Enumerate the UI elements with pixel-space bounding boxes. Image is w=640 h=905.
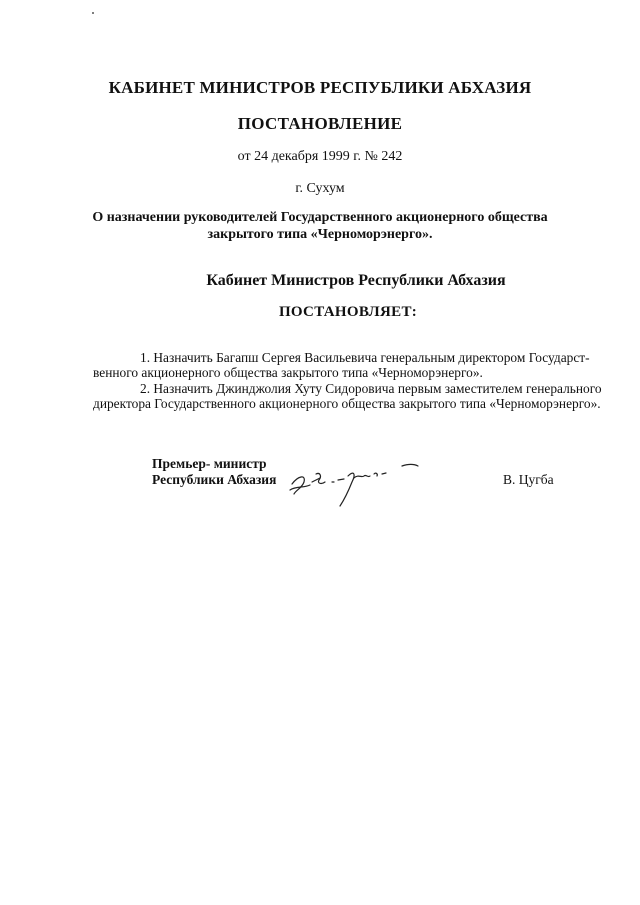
signatory-title-line-1: Премьер- министр	[152, 456, 267, 471]
subject-block	[0, 209, 640, 243]
subject-line-2: закрытого типа «Черноморэнерго».	[207, 227, 433, 242]
signatory-name: В. Цугба	[503, 472, 554, 487]
paragraph-2-line-1: 2. Назначить Джинджолия Хуту Сидоровича первым заместителем генерального	[140, 381, 602, 396]
enacting-body: Кабинет Министров Республики Абхазия	[206, 272, 506, 289]
paragraph-2-line-2: директора Государственного акционерного общества закрытого типа «Черноморэнерго».	[93, 396, 601, 411]
enacting-word: ПОСТАНОВЛЯЕТ:	[278, 304, 418, 320]
document-type-heading: ПОСТАНОВЛЕНИЕ	[237, 114, 403, 133]
issuer-heading: КАБИНЕТ МИНИСТРОВ РЕСПУБЛИКИ АБХАЗИЯ	[108, 78, 532, 97]
scan-speck	[92, 12, 94, 14]
paragraph-1-line-1: 1. Назначить Багапш Сергея Васильевича генеральным директором Государст-	[140, 350, 590, 365]
date-and-number: от 24 декабря 1999 г. № 242	[237, 149, 403, 164]
signatory-title-line-2: Республики Абхазия	[152, 472, 277, 487]
paragraph-1-line-2: венного акционерного общества закрытого типа «Черноморэнерго».	[93, 365, 483, 380]
handwritten-signature	[282, 452, 432, 512]
city-line: г. Сухум	[295, 181, 345, 196]
subject-line-1: О назначении руководителей Государственного акционерного общества	[92, 210, 548, 225]
